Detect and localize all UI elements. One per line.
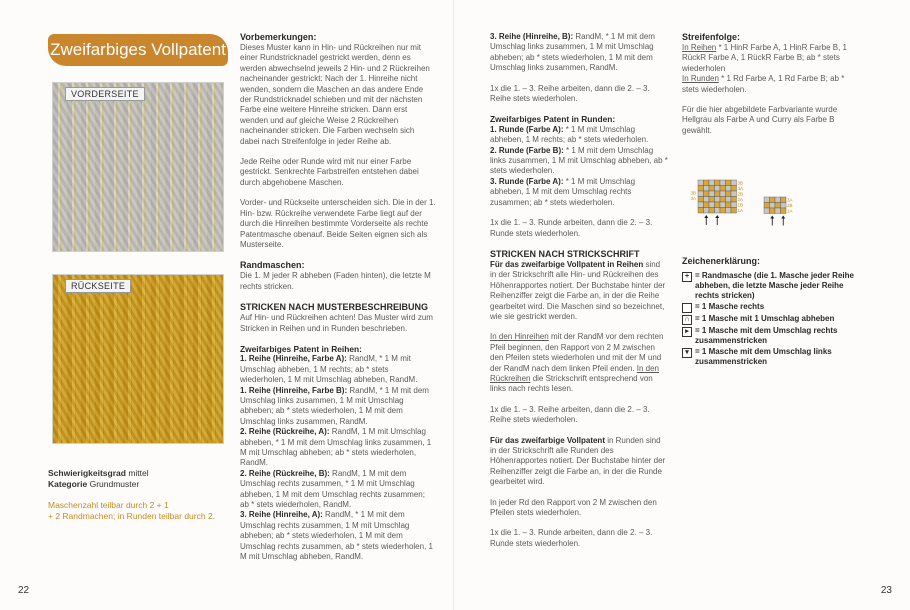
legend-text: = 1 Masche rechts — [695, 302, 765, 311]
front-swatch-label: VORDERSEITE — [65, 87, 145, 101]
chart-p4: In jeder Rd den Rapport von 2 M zwischen den Pfeilen stets wiederholen. — [490, 497, 657, 518]
row-3: 2. Reihe (Rückreihe, A): RandM, 1 M mit Umschlag abheben, * 1 M mit dem Umschlag links zusammen, 1 M mit Umschlag abheben; ab * stets wiederholen, RandM. — [240, 427, 432, 468]
prelim-p3: Vorder- und Rückseite unterscheiden sich. Die in der 1. Hin- bzw. Rückreihe verwendete Farbe liegt auf der durch die Hinreihen bestimmte Vorderseite als rechte Patentmasche obenauf. Beide Seiten eignen sich als Musterseite. — [240, 198, 436, 249]
chart-cell — [698, 197, 704, 203]
chart-cell — [764, 208, 770, 214]
instructions-column-1 — [240, 32, 436, 562]
round-3: 3. Runde (Farbe A): * 1 M mit Umschlag abheben, 1 M mit dem Umschlag rechts zusammen; ab * stets wiederholen. — [490, 176, 636, 207]
chart-cell — [726, 197, 732, 203]
chart-cell — [731, 208, 737, 214]
chart-row-label: 3A — [737, 186, 744, 191]
legend-symbol-icon: + — [682, 272, 692, 282]
chart-row-label: 2B — [787, 203, 793, 208]
legend-text: = 1 Masche mit 1 Umschlag abheben — [695, 314, 835, 323]
pattern-meta — [48, 468, 215, 522]
legend-item — [682, 326, 858, 346]
chart-cell — [781, 197, 787, 203]
chart-heading: STRICKEN NACH STRICKSCHRIFT — [490, 248, 640, 259]
chart-cell — [731, 191, 737, 197]
chart-cell — [704, 191, 710, 197]
chart-row-label: 2A — [737, 197, 744, 202]
knitting-chart-svg — [684, 178, 794, 238]
chart-cell — [764, 197, 770, 203]
chart-cell — [709, 202, 715, 208]
chart-cell — [698, 202, 704, 208]
chart-arrow-head-icon — [781, 216, 785, 219]
chart-cell — [715, 202, 721, 208]
chart-cell — [704, 180, 710, 186]
chart-cell — [726, 202, 732, 208]
category-value: Grundmuster — [89, 479, 140, 489]
edge-text: Die 1. M jeder R abheben (Faden hinten), die letzte M rechts stricken. — [240, 271, 431, 291]
legend-item — [682, 347, 858, 367]
chart-cell — [775, 203, 781, 209]
chart-cell — [775, 197, 781, 203]
instructions-column-2 — [490, 32, 668, 559]
chart-cell — [726, 186, 732, 192]
row-1: 1. Reihe (Hinreihe, Farbe A): RandM, * 1 M mit Umschlag abheben, 1 M rechts; ab * stets wiederholen, 1 M mit Umschlag abheben, RandM. — [240, 354, 418, 385]
chart-p2: In den Hinreihen mit der RandM vor dem rechten Pfeil beginnen, den Rapport von 2 M zwischen den Pfeilen stets wiederholen und mit der M und der RandM nach dem linken Pfeil enden. In den Rückreihen die Strickschrift entsprechend von links nach rechts lesen. — [490, 332, 664, 394]
chart-cell — [731, 202, 737, 208]
legend-list — [682, 271, 858, 367]
chart-cell — [775, 208, 781, 214]
chart-row-label: 3B — [737, 180, 744, 186]
chart-row-label-left: 3A — [690, 196, 696, 201]
chart-cell — [715, 180, 721, 186]
chart-cell — [726, 180, 732, 186]
legend-item — [682, 302, 858, 313]
repeat-rounds-1: 1x die 1. – 3. Runde arbeiten, dann die 2. – 3. Runde stets wiederholen. — [490, 218, 653, 238]
prelim-heading: Vorbemerkungen: — [240, 32, 317, 42]
chart-row-label: 3A — [787, 197, 793, 203]
legend-symbol-icon: ▸ — [682, 327, 692, 337]
back-swatch-label: RÜCKSEITE — [65, 279, 131, 293]
knitting-chart — [684, 178, 794, 243]
difficulty-value: mittel — [128, 468, 149, 478]
round-2: 2. Runde (Farbe B): * 1 M mit dem Umschlag links zusammen, 1 M mit Umschlag abheben, ab * stets wiederholen. — [490, 145, 668, 176]
chart-cell — [781, 208, 787, 214]
legend-text: = 1 Masche mit dem Umschlag links zusammenstricken — [695, 347, 832, 366]
chart-cell — [715, 208, 721, 214]
chart-cell — [764, 203, 770, 209]
legend-item — [682, 314, 858, 325]
chart-cell — [731, 186, 737, 192]
prelim-p2: Jede Reihe oder Runde wird mit nur einer Farbe gestrickt. Senkrechte Farbstreifen entstehen dabei durch abgehobene Maschen. — [240, 157, 419, 187]
rows-heading: Zweifarbiges Patent in Reihen: — [240, 343, 362, 354]
difficulty-label: Schwierigkeitsgrad — [48, 468, 126, 478]
prelim-p1: Dieses Muster kann in Hin- und Rückreihen nur mit einer Rundstricknadel gestrickt werden, denn es werden abwechselnd jeweils 2 Hin- und 2 Rückreihen nacheinander gestrickt: Nach der 1. Hinreihe nicht wenden, sondern die Maschen an das andere Ende der Rundstricknadel schieben und mit der nächsten Farbe eine weitere Hinreihe stricken. Dann erst wenden und auf gleiche Weise 2 Rückreihen nacheinander stricken. Die Farben wechseln sich dabei nach Streifenfolge in jeder Reihe ab. — [240, 43, 430, 146]
stitch-count-2: + 2 Randmachen; in Runden teilbar durch 2. — [48, 511, 216, 521]
chart-cell — [709, 180, 715, 186]
stripes-heading: Streifenfolge: — [682, 32, 741, 42]
stripes-rounds: In Runden * 1 Rd Farbe A, 1 Rd Farbe B; ab * stets wiederholen. — [682, 74, 845, 94]
chart-p3: Für das zweifarbige Vollpatent in Runden sind in der Strickschrift alle Runden des Höhenrapportes notiert. Der Buchstabe hinter der Reihenziffer zeigt die Farbe an, in der die Runde gearbeitet wird. — [490, 435, 666, 487]
front-swatch-image — [52, 82, 224, 252]
pattern-title: Zweifarbiges Vollpatent — [48, 34, 228, 66]
chart-cell — [698, 180, 704, 186]
chart-cell — [698, 186, 704, 192]
chart-cell — [781, 203, 787, 209]
legend-item — [682, 271, 858, 301]
legend-symbol-icon — [682, 303, 692, 313]
legend-block — [682, 256, 858, 368]
chart-cell — [720, 197, 726, 203]
chart-p1: Für das zweifarbige Vollpatent in Reihen sind in der Strickschrift alle Hin- und Rückreihen des Höhenrapportes notiert. Der Buchstabe hinter der Reihenziffer zeigt die Farbe an, in der die Reihe gearbeitet wird. Die Maschen sind so bezeichnet, wie sie gestrickt werden. — [490, 259, 666, 321]
chart-cell — [698, 191, 704, 197]
chart-cell — [770, 197, 776, 203]
back-swatch-image — [52, 274, 224, 444]
legend-symbol-icon: ▾ — [682, 348, 692, 358]
chart-cell — [704, 197, 710, 203]
row-2: 1. Reihe (Hinreihe, Farbe B): RandM, * 1 M mit dem Umschlag links zusammen, 1 M mit Umschlag abheben; ab * stets wiederholen, 1 M mit dem Umschlag links zusammen, RandM. — [240, 385, 429, 426]
repeat-rounds-2: 1x die 1. – 3. Runde arbeiten, dann die 2. – 3. Runde stets wiederholen. — [490, 528, 653, 548]
chart-cell — [770, 203, 776, 209]
chart-arrow-head-icon — [770, 216, 774, 219]
instructions-column-3 — [682, 32, 858, 146]
chart-cell — [720, 208, 726, 214]
row-4: 2. Reihe (Rückreihe, B): RandM, 1 M mit dem Umschlag rechts zusammen, * 1 M mit Umschlag abheben, 1 M mit dem Umschlag rechts zusammen; ab * stets wiederholen, RandM. — [240, 468, 425, 510]
desc-heading: STRICKEN NACH MUSTERBESCHREIBUNG — [240, 302, 429, 313]
chart-cell — [726, 208, 732, 214]
chart-cell — [720, 186, 726, 192]
stitch-count-1: Maschenzahl teilbar durch 2 + 1 — [48, 500, 169, 510]
chart-row-label: 1A — [787, 208, 793, 214]
chart-arrow-head-icon — [715, 215, 719, 218]
row-5: 3. Reihe (Hinreihe, A): RandM, * 1 M mit dem Umschlag rechts zusammen, 1 M mit Umschlag abheben; ab * stets wiederholen, 1 M mit dem Umschlag rechts zusammen, ab * stets wiederholen, 1 M mit Umschlag abheben, RandM. — [240, 510, 433, 562]
chart-cell — [709, 191, 715, 197]
chart-row-label: 1B — [737, 202, 744, 208]
chart-cell — [731, 197, 737, 203]
chart-cell — [770, 208, 776, 214]
chart-cell — [704, 208, 710, 214]
chart-cell — [704, 186, 710, 192]
chart-cell — [709, 186, 715, 192]
legend-text: = Randmasche (die 1. Masche jeder Reihe abheben, die letzte Masche jeder Reihe rechts stricken) — [695, 271, 854, 300]
chart-cell — [709, 197, 715, 203]
color-variant-note: Für die hier abgebildete Farbvariante wurde Hellgrau als Farbe A und Curry als Farbe B gewählt. — [682, 105, 838, 135]
round-1: 1. Runde (Farbe A): * 1 M mit Umschlag abheben, 1 M rechts; ab * stets wiederholen. — [490, 124, 649, 145]
repeat-rows-1: 1x die 1. – 3. Reihe arbeiten, dann die 2. – 3. Reihe stets wiederholen. — [490, 83, 650, 104]
page-number-right: 23 — [880, 585, 892, 596]
repeat-rows-2: 1x die 1. – 3. Reihe arbeiten, dann die 2. – 3. Reihe stets wiederholen. — [490, 404, 650, 425]
chart-cell — [731, 180, 737, 186]
desc-text: Auf Hin- und Rückreihen achten! Das Muster wird zum Stricken in Reihen und in Runden beschrieben. — [240, 313, 433, 333]
chart-cell — [704, 202, 710, 208]
legend-text: = 1 Masche mit dem Umschlag rechts zusammenstricken — [695, 326, 838, 345]
chart-cell — [715, 197, 721, 203]
chart-arrow-head-icon — [704, 215, 708, 218]
chart-cell — [720, 202, 726, 208]
chart-cell — [720, 180, 726, 186]
chart-row-label: 2B — [737, 191, 744, 197]
legend-heading: Zeichenerklärung: — [682, 256, 761, 266]
chart-cell — [698, 208, 704, 214]
chart-cell — [715, 191, 721, 197]
chart-cell — [720, 191, 726, 197]
chart-cell — [709, 208, 715, 214]
chart-cell — [726, 191, 732, 197]
legend-symbol-icon: ∩ — [682, 315, 692, 325]
rounds-heading: Zweifarbiges Patent in Runden: — [490, 114, 616, 125]
row-6: 3. Reihe (Hinreihe, B): RandM, * 1 M mit dem Umschlag links zusammen, 1 M mit Umschlag abheben; ab * stets wiederholen, 1 M mit dem Umschlag links zusammen, RandM. — [490, 32, 655, 73]
category-label: Kategorie — [48, 479, 88, 489]
edge-heading: Randmaschen: — [240, 260, 305, 271]
page-number-left: 22 — [18, 585, 30, 596]
stripes-rows: In Reihen * 1 HinR Farbe A, 1 HinR Farbe B, 1 RückR Farbe A, 1 RückR Farbe B; ab * stets wiederholen — [682, 43, 847, 73]
chart-cell — [715, 186, 721, 192]
chart-row-label: 1A — [737, 208, 744, 213]
chart-row-label-left: 3B — [690, 190, 696, 196]
